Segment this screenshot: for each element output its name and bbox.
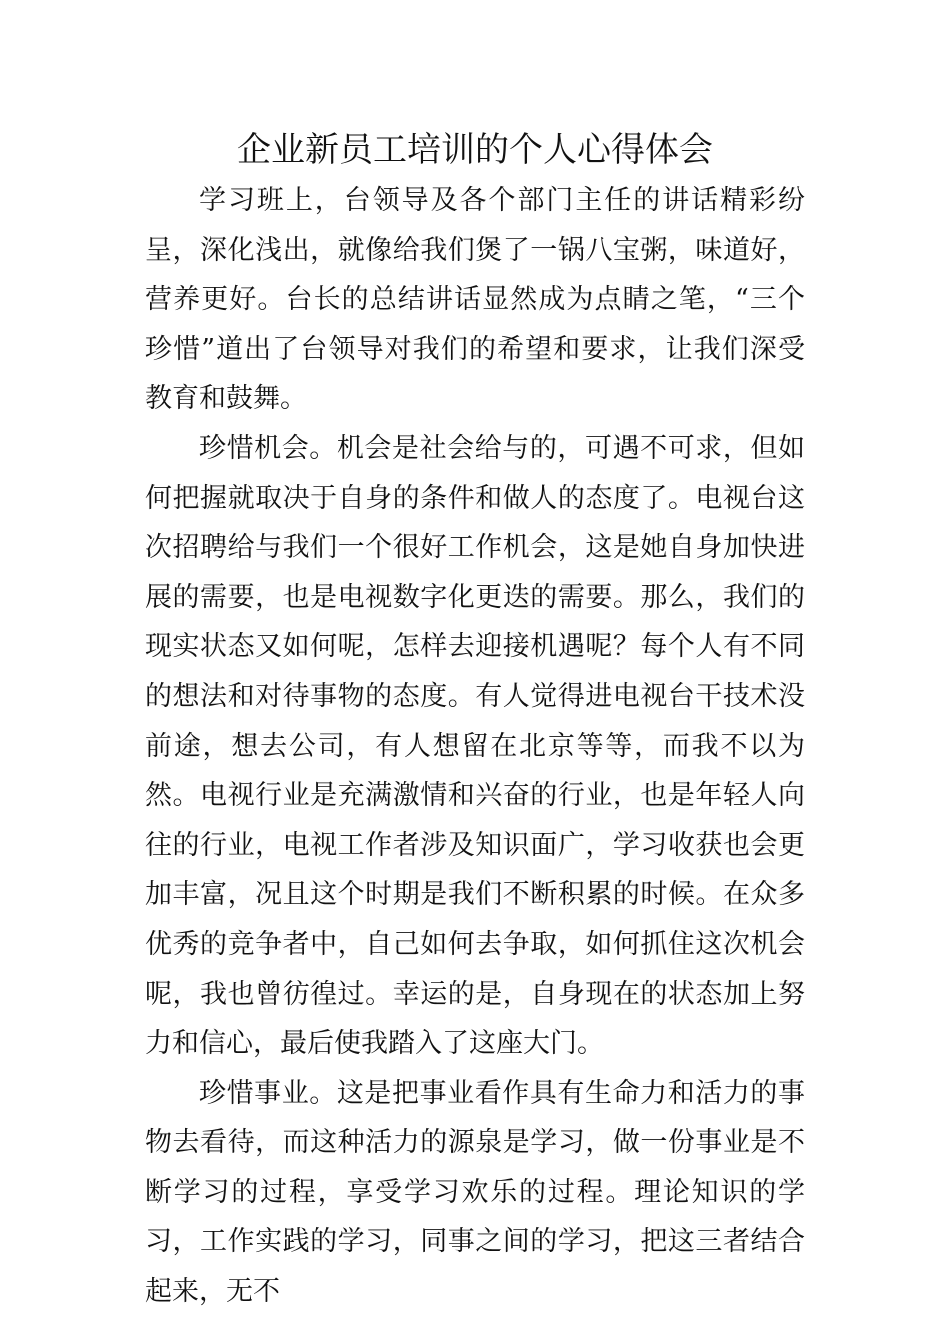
paragraph-cherish-career: 珍惜事业。这是把事业看作具有生命力和活力的事物去看待，而这种活力的源泉是学习，做一份事业是不断学习的过程，享受学习欢乐的过程。理论知识的学习，工作实践的学习，同事之间的学习，把这三者结合起来，无不 xyxy=(145,1077,805,1308)
paragraph-intro: 学习班上，台领导及各个部门主任的讲话精彩纷呈，深化浅出，就像给我们煲了一锅八宝粥，味道好，营养更好。台长的总结讲话显然成为点睛之笔，“三个珍惜”道出了台领导对我们的希望和要求，让我们深受教育和鼓舞。 xyxy=(145,185,805,415)
document-title: 企业新员工培训的个人心得体会 xyxy=(237,130,713,170)
paragraph-cherish-opportunity: 珍惜机会。机会是社会给与的，可遇不可求，但如何把握就取决于自身的条件和做人的态度了。电视台这次招聘给与我们一个很好工作机会，这是她自身加快进展的需要，也是电视数字化更迭的需要。那么，我们的现实状态又如何呢，怎样去迎接机遇呢？每个人有不同的想法和对待事物的态度。有人觉得进电视台干技术没前途，想去公司，有人想留在北京等等，而我不以为然。电视行业是充满激情和兴奋的行业，也是年轻人向往的行业，电视工作者涉及知识面广，学习收获也会更加丰富，况且这个时期是我们不断积累的时候。在众多优秀的竞争者中，自己如何去争取，如何抓住这次机会呢，我也曾彷徨过。幸运的是，自身现在的状态加上努力和信心，最后使我踏入了这座大门。 xyxy=(145,432,805,1060)
document-body xyxy=(145,176,805,1317)
